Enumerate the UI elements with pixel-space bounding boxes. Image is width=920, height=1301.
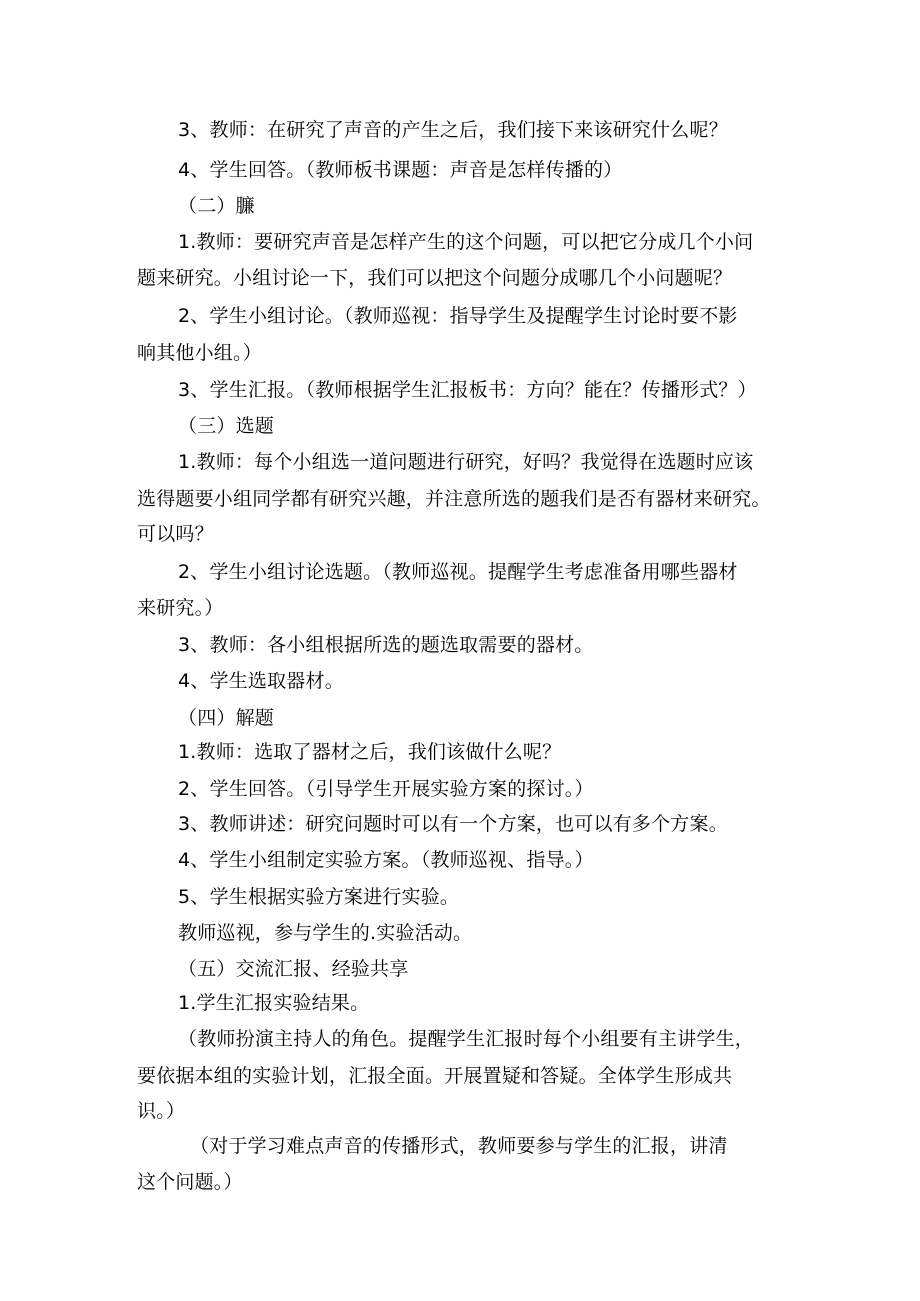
line-4: 1.教师：要研究声音是怎样产生的这个问题，可以把它分成几个小问 <box>178 231 754 253</box>
line-14: 来研究。） <box>137 597 224 619</box>
line-11: 选得题要小组同学都有研究兴趣，并注意所选的题我们是否有器材来研究。 <box>137 488 771 510</box>
line-25: 1.学生汇报实验结果。 <box>178 992 370 1014</box>
line-30: 这个问题。） <box>137 1171 243 1193</box>
section-heading-5: （五）交流汇报、经验共享 <box>178 958 409 980</box>
line-2: 4、学生回答。（教师板书课题：声音是怎样传播的） <box>178 159 623 181</box>
line-26: （教师扮演主持人的角色。提醒学生汇报时每个小组要有主讲学生， <box>178 1028 755 1050</box>
line-29: （对于学习难点声音的传播形式，教师要参与学生的汇报，讲清 <box>190 1135 728 1157</box>
line-1: 3、教师：在研究了声音的产生之后，我们接下来该研究什么呢？ <box>178 119 728 141</box>
line-19: 2、学生回答。（引导学生开展实验方案的探讨。） <box>178 778 594 800</box>
line-12: 可以吗？ <box>137 523 214 545</box>
line-28: 识。） <box>137 1100 186 1122</box>
line-27: 要依据本组的实验计划，汇报全面。开展置疑和答疑。全体学生形成共 <box>137 1065 733 1087</box>
line-23: 教师巡视，参与学生的.实验活动。 <box>178 922 473 944</box>
line-21: 4、学生小组制定实验方案。（教师巡视、指导。） <box>178 849 594 871</box>
line-7: 响其他小组。） <box>137 342 262 364</box>
line-15: 3、教师：各小组根据所选的题选取需要的器材。 <box>178 634 594 656</box>
line-5: 题来研究。小组讨论一下，我们可以把这个问题分成哪几个小问题呢？ <box>137 267 733 289</box>
line-20: 3、教师讲述：研究问题时可以有一个方案，也可以有多个方案。 <box>178 813 728 835</box>
line-16: 4、学生选取器材。 <box>178 670 344 692</box>
line-8: 3、学生汇报。（教师根据学生汇报板书：方向？能在？传播形式？） <box>178 379 757 401</box>
line-10: 1.教师：每个小组选一道问题进行研究，好吗？我觉得在选题时应该 <box>178 451 754 473</box>
line-22: 5、学生根据实验方案进行实验。 <box>178 886 460 908</box>
section-heading-4: （四）解题 <box>178 707 275 729</box>
line-18: 1.教师：选取了器材之后，我们该做什么呢？ <box>178 741 562 763</box>
line-13: 2、学生小组讨论选题。（教师巡视。提醒学生考虑准备用哪些器材 <box>178 561 738 583</box>
line-6: 2、学生小组讨论。（教师巡视：指导学生及提醒学生讨论时要不影 <box>178 305 738 327</box>
section-heading-3: （三）选题 <box>178 415 275 437</box>
section-heading-2: （二）臁 <box>178 195 255 217</box>
